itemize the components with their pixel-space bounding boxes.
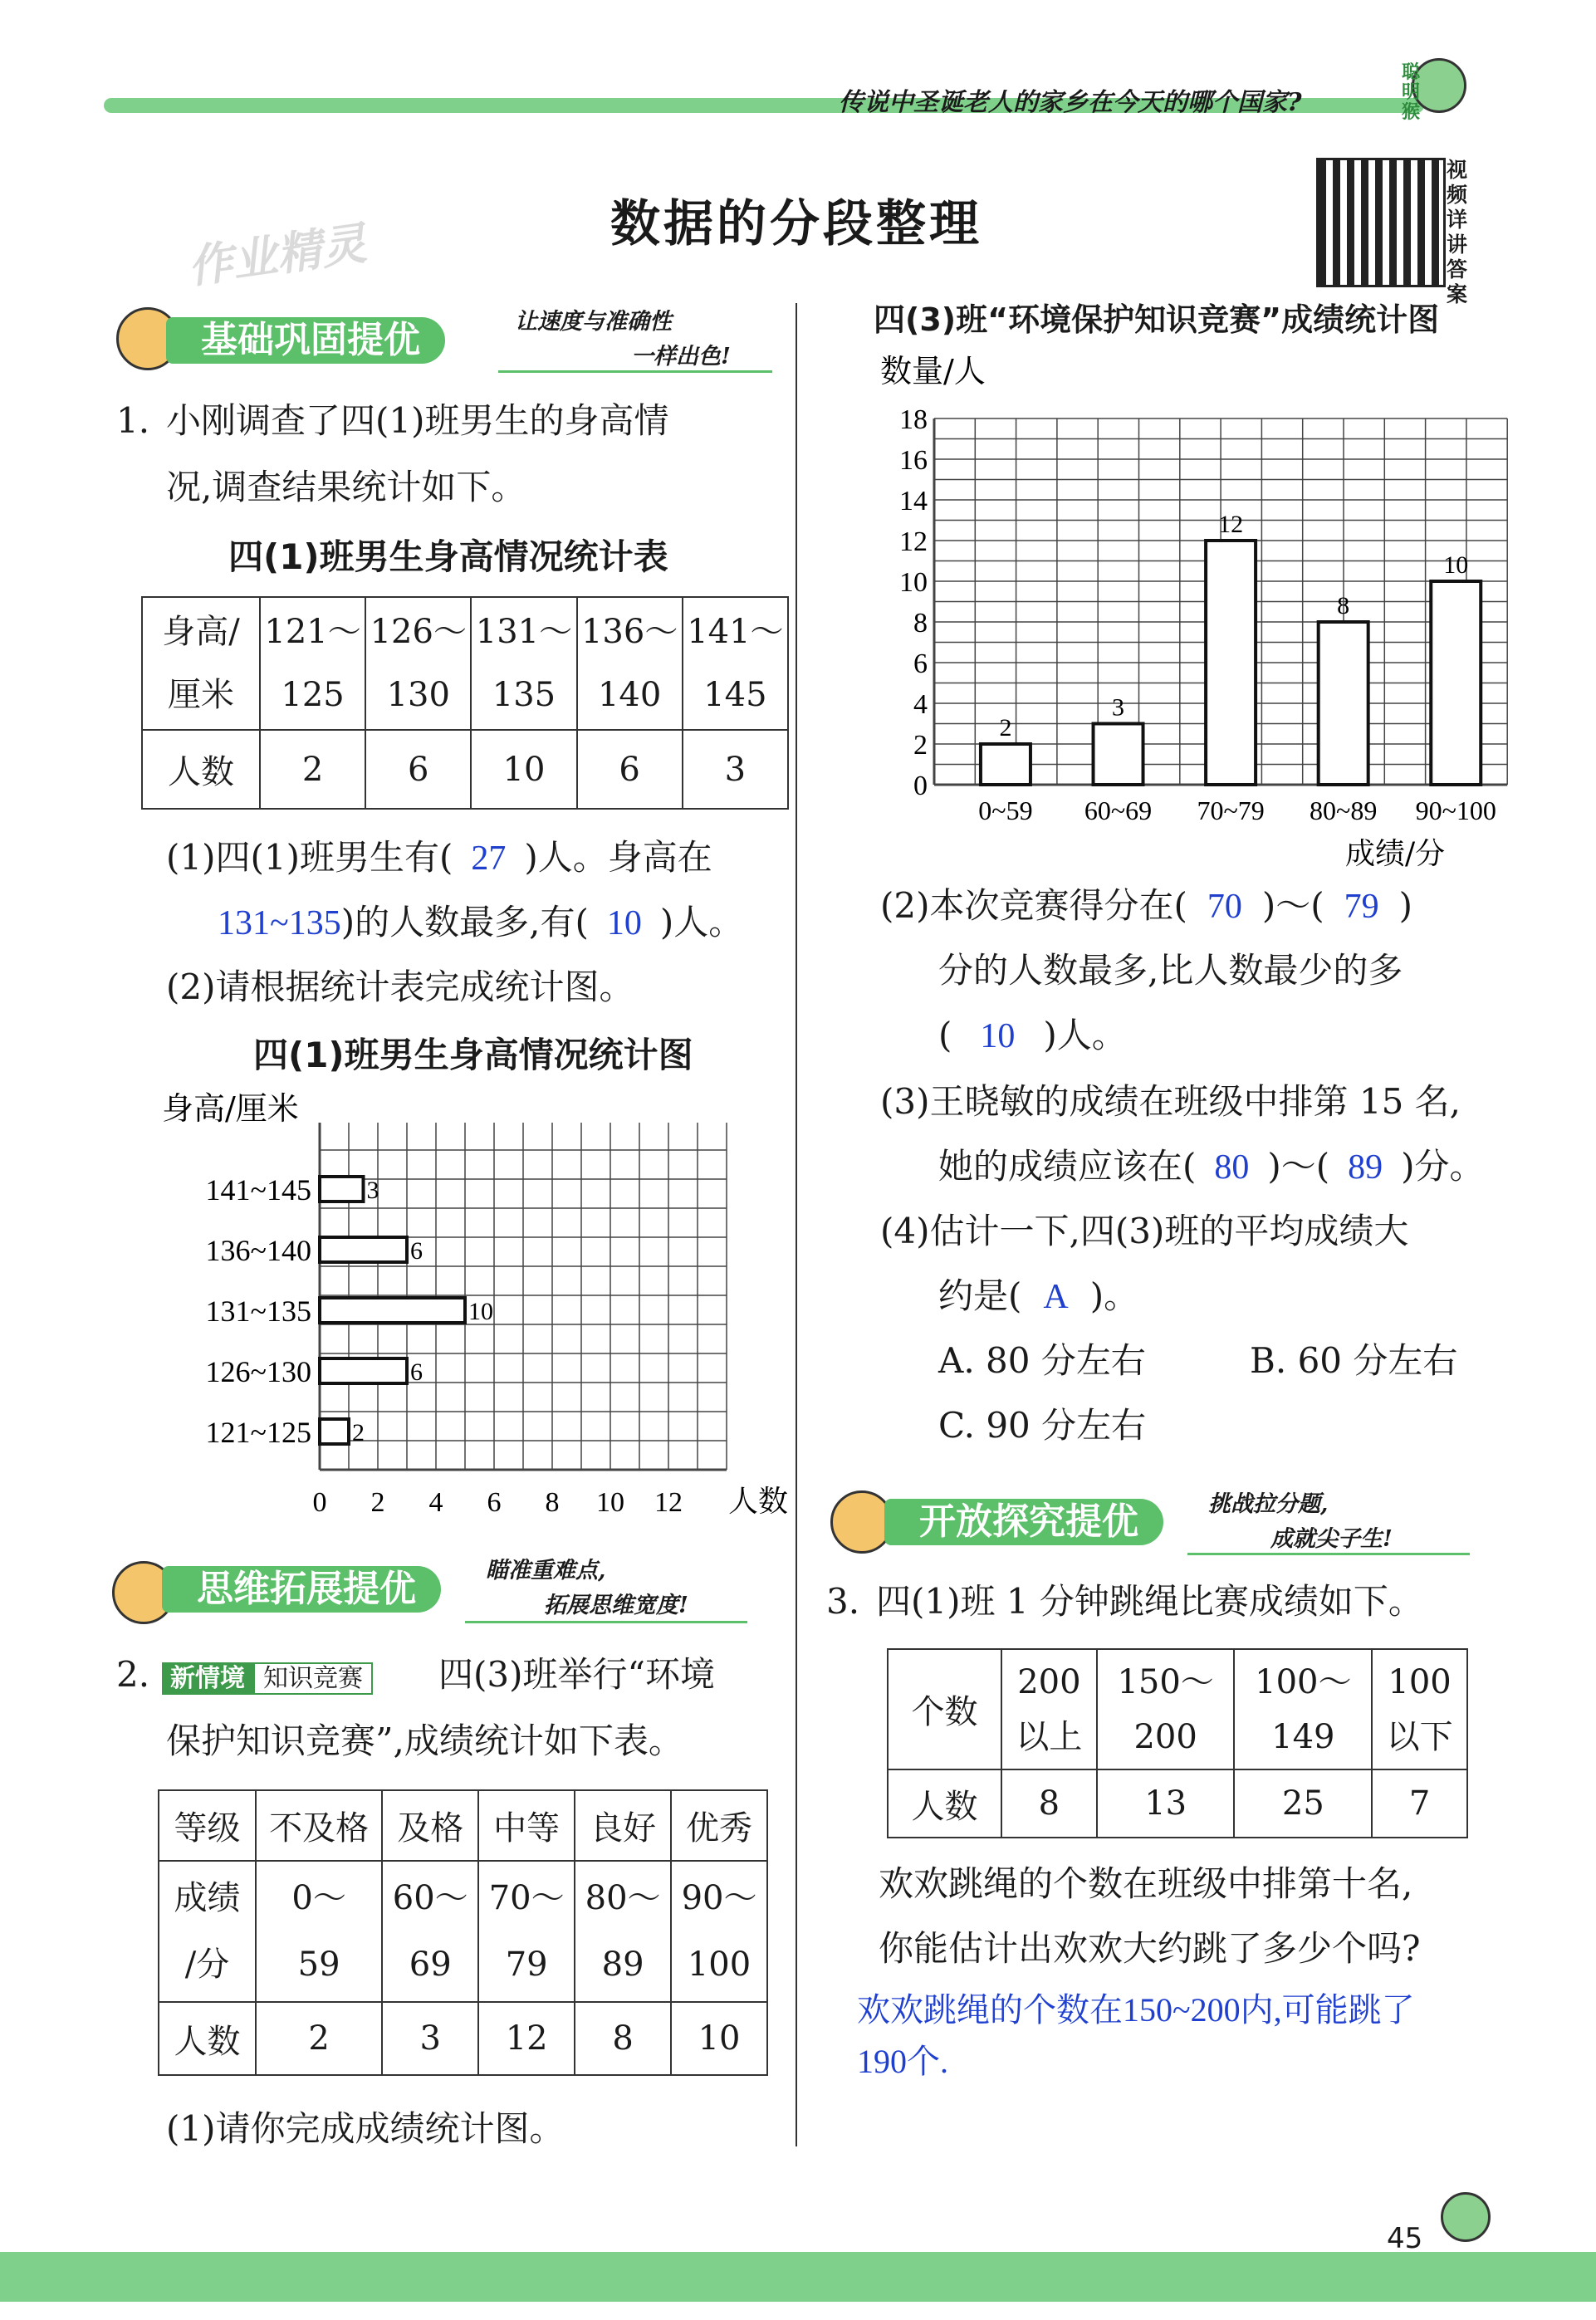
q3-text: 四(1)班 1 分钟跳绳比赛成绩如下。 <box>876 1581 1423 1622</box>
watermark: 作业精灵 <box>184 216 370 294</box>
chart1-bar <box>320 1358 407 1383</box>
section-thinking-line <box>465 1621 747 1623</box>
table-cell: 150～ 200 <box>1097 1649 1235 1769</box>
q2-text-line1: 四(3)班举行“环境 <box>438 1654 715 1695</box>
chart1-category-label: 136~140 <box>205 1234 311 1267</box>
table-cell: 6 <box>365 730 471 809</box>
q2-part2-line2: 分的人数最多,比人数最少的多 <box>938 950 1403 991</box>
chart1-category-label: 121~125 <box>205 1416 311 1449</box>
section-basic-banner: 基础巩固提优 <box>166 317 445 364</box>
section-open-line <box>1187 1553 1470 1555</box>
q2-option-a: A. 80 分左右 <box>938 1340 1146 1381</box>
tag-topic: 知识竞赛 <box>253 1662 373 1695</box>
chart1-xtick: 0 <box>312 1487 327 1518</box>
q1-part1-line2: 131~135)的人数最多,有( 10 )人。 <box>218 902 744 942</box>
table-cell: 中等 <box>478 1790 575 1861</box>
table-cell: 100～ 149 <box>1234 1649 1372 1769</box>
q2-number: 2. <box>116 1654 150 1695</box>
qr-label: 视频详讲答案 <box>1447 158 1468 306</box>
table-cell: 136～ 140 <box>577 597 683 730</box>
table-cell: 2 <box>256 2002 382 2075</box>
table-cell: 8 <box>1001 1769 1097 1838</box>
header-question: 传说中圣诞老人的家乡在今天的哪个国家? <box>839 88 1302 117</box>
chart2-ytick: 8 <box>913 608 928 639</box>
q1-table-title: 四(1)班男生身高情况统计表 <box>228 536 668 577</box>
table-cell: 10 <box>671 2002 767 2075</box>
answer-low: 70 <box>1207 888 1242 926</box>
answer-high: 79 <box>1344 888 1379 926</box>
table-cell: 3 <box>683 730 788 809</box>
page-number: 45 <box>1387 2222 1423 2255</box>
answer-choice: A <box>1043 1278 1069 1316</box>
q1-part2: (2)请根据统计表完成统计图。 <box>166 967 634 1007</box>
chart2-ytick: 4 <box>913 689 928 720</box>
chart1-data-label: 6 <box>410 1237 423 1265</box>
q2-option-b: B. 60 分左右 <box>1250 1340 1458 1381</box>
dolphin-icon <box>1441 2192 1491 2242</box>
q3-number: 3. <box>826 1581 860 1622</box>
section-open-banner: 开放探究提优 <box>884 1499 1163 1545</box>
table-cell: 3 <box>382 2002 478 2075</box>
chart1-data-label: 3 <box>366 1177 379 1204</box>
table-cell: 126～ 130 <box>365 597 471 730</box>
table-cell: 8 <box>575 2002 671 2075</box>
answer-diff: 10 <box>980 1017 1016 1055</box>
table-cell: 90～ 100 <box>671 1861 767 2002</box>
q1-height-table <box>141 596 789 810</box>
q1-chart-title: 四(1)班男生身高情况统计图 <box>253 1035 693 1075</box>
answer-rank-low: 80 <box>1214 1148 1250 1187</box>
table-cell: 0～ 59 <box>256 1861 382 2002</box>
section-thinking-slogan-1: 瞄准重难点, <box>486 1558 606 1583</box>
answer-max: 10 <box>606 904 642 942</box>
table-cell: 不及格 <box>256 1790 382 1861</box>
chart1-xtick: 4 <box>428 1487 443 1518</box>
table-cell: 100 以下 <box>1372 1649 1467 1769</box>
chart2-bar <box>1431 581 1481 785</box>
chart2-ytick: 16 <box>899 445 928 476</box>
chart2-data-label: 2 <box>999 714 1012 742</box>
chart2-category-label: 70~79 <box>1197 795 1265 825</box>
footer-green-bar <box>0 2252 1596 2302</box>
chart1-data-label: 2 <box>352 1419 365 1446</box>
table-cell: 121～ 125 <box>260 597 365 730</box>
chart1-category-label: 131~135 <box>205 1295 311 1328</box>
table-cell: 80～ 89 <box>575 1861 671 2002</box>
chart2-category-label: 0~59 <box>978 795 1033 825</box>
chart2-data-label: 12 <box>1218 511 1244 538</box>
q1-text-line2: 况,调查结果统计如下。 <box>166 467 526 507</box>
q1-number: 1. <box>116 400 150 441</box>
table-cell: 优秀 <box>671 1790 767 1861</box>
section-basic-slogan-1: 让速度与准确性 <box>515 309 672 335</box>
chart2-ytick: 0 <box>913 771 928 801</box>
table-cell: 7 <box>1372 1769 1467 1838</box>
chart2-category-label: 80~89 <box>1310 795 1378 825</box>
q2-tags <box>162 1657 373 1694</box>
q1-part1-line1: (1)四(1)班男生有( 27 )人。身高在 <box>166 837 712 878</box>
section-basic-slogan-2: 一样出色! <box>631 344 731 370</box>
section-thinking-slogan-2: 拓展思维宽度! <box>544 1593 688 1618</box>
chart2-category-label: 60~69 <box>1084 795 1153 825</box>
chart1-xtick: 2 <box>370 1487 385 1518</box>
chart2-bar <box>1319 622 1368 785</box>
section-open-slogan-2: 成就尖子生! <box>1270 1526 1393 1552</box>
chart1-bar <box>320 1298 465 1323</box>
q3-jump-table <box>887 1648 1468 1838</box>
chart2-ytick: 12 <box>899 526 928 557</box>
section-thinking-banner: 思维拓展提优 <box>162 1566 441 1613</box>
table-header-cell: 人数 <box>159 2002 256 2075</box>
table-cell: 25 <box>1234 1769 1372 1838</box>
chart1-bar <box>320 1419 349 1444</box>
q2-text-line2: 保护知识竞赛”,成绩统计如下表。 <box>166 1720 683 1761</box>
table-header-cell: 个数 <box>888 1649 1001 1769</box>
table-cell: 70～ 79 <box>478 1861 575 2002</box>
qr-code-icon[interactable] <box>1316 158 1446 287</box>
answer-total: 27 <box>471 839 507 878</box>
q2-part3-line2: 她的成绩应该在( 80 )～( 89 )分。 <box>938 1146 1485 1187</box>
column-divider <box>796 303 797 2146</box>
chart1-bar <box>320 1177 364 1202</box>
chart1-xtick: 10 <box>596 1487 624 1518</box>
q2-part4-line2: 约是( A )。 <box>938 1275 1139 1316</box>
table-header-cell: 人数 <box>888 1769 1001 1838</box>
q3-text-line2: 欢欢跳绳的个数在班级中排第十名, <box>879 1863 1413 1904</box>
section-open-slogan-1: 挑战拉分题, <box>1208 1491 1329 1517</box>
chart2-category-label: 90~100 <box>1415 795 1496 825</box>
answer-range: 131~135 <box>218 904 341 942</box>
chart2-ytick: 6 <box>913 649 928 679</box>
chart1-bar <box>320 1237 407 1262</box>
q2-chart-title: 四(3)班“环境保护知识竞赛”成绩统计图 <box>874 301 1440 338</box>
table-cell: 131～ 135 <box>471 597 576 730</box>
chart1-xtick: 6 <box>487 1487 502 1518</box>
table-header-cell: 人数 <box>142 730 260 809</box>
q2-part2-line3: ( 10 )人。 <box>938 1015 1127 1055</box>
chart1-xtick: 12 <box>654 1487 683 1518</box>
chart2-xlabel: 成绩/分 <box>1345 837 1446 871</box>
q1-text-line1: 小刚调查了四(1)班男生的身高情 <box>166 400 669 441</box>
chart2-data-label: 8 <box>1337 592 1350 619</box>
table-cell: 良好 <box>575 1790 671 1861</box>
q2-part1: (1)请你完成成绩统计图。 <box>166 2108 565 2149</box>
q2-part3-line1: (3)王晓敏的成绩在班级中排第 15 名, <box>880 1081 1461 1122</box>
chart1-data-label: 10 <box>468 1298 493 1325</box>
q3-text-line3: 你能估计出欢欢大约跳了多少个吗? <box>879 1928 1421 1969</box>
chart1-ylabel: 身高/厘米 <box>162 1090 299 1127</box>
table-cell: 12 <box>478 2002 575 2075</box>
section-basic-line <box>498 370 772 373</box>
table-cell: 10 <box>471 730 576 809</box>
chart2-bar <box>1094 724 1143 786</box>
chart1-xlabel: 人数 <box>728 1485 789 1519</box>
table-header-cell: 成绩 /分 <box>159 1861 256 2002</box>
chart1-xtick: 8 <box>545 1487 560 1518</box>
chart2-data-label: 10 <box>1443 551 1469 579</box>
chart2-ytick: 10 <box>899 567 928 598</box>
chart1-category-label: 141~145 <box>205 1173 311 1206</box>
chart2-ytick: 2 <box>913 730 928 761</box>
table-cell: 141～ 145 <box>683 597 788 730</box>
chart1-data-label: 6 <box>410 1358 423 1386</box>
q3-answer-line1: 欢欢跳绳的个数在150~200内,可能跳了 <box>857 1991 1415 2029</box>
table-cell: 60～ 69 <box>382 1861 478 2002</box>
mascot-text: 聪明猴 <box>1402 61 1421 123</box>
q2-score-chart <box>872 349 1503 880</box>
table-cell: 及格 <box>382 1790 478 1861</box>
q1-height-chart <box>141 1088 789 1536</box>
q2-part4-line1: (4)估计一下,四(3)班的平均成绩大 <box>880 1211 1409 1251</box>
table-header-cell: 身高/ 厘米 <box>142 597 260 730</box>
q2-score-table <box>158 1789 768 2076</box>
q3-answer-line2: 190个. <box>857 2043 948 2080</box>
table-cell: 6 <box>577 730 683 809</box>
chart2-ytick: 14 <box>899 486 928 516</box>
chart2-ylabel: 数量/人 <box>880 353 986 389</box>
tag-new-context: 新情境 <box>162 1662 253 1695</box>
table-cell: 13 <box>1097 1769 1235 1838</box>
chart2-ytick: 18 <box>899 404 928 435</box>
chart2-data-label: 3 <box>1112 693 1125 722</box>
table-cell: 200 以上 <box>1001 1649 1097 1769</box>
table-cell: 2 <box>260 730 365 809</box>
chart2-bar <box>1206 541 1256 785</box>
q2-part2-line1: (2)本次竞赛得分在( 70 )～( 79 ) <box>880 885 1413 926</box>
table-header-cell: 等级 <box>159 1790 256 1861</box>
chart2-bar <box>981 744 1031 785</box>
answer-rank-high: 89 <box>1348 1148 1383 1187</box>
page-title: 数据的分段整理 <box>610 195 982 253</box>
chart1-category-label: 126~130 <box>205 1355 311 1388</box>
q2-option-c: C. 90 分左右 <box>938 1405 1147 1446</box>
